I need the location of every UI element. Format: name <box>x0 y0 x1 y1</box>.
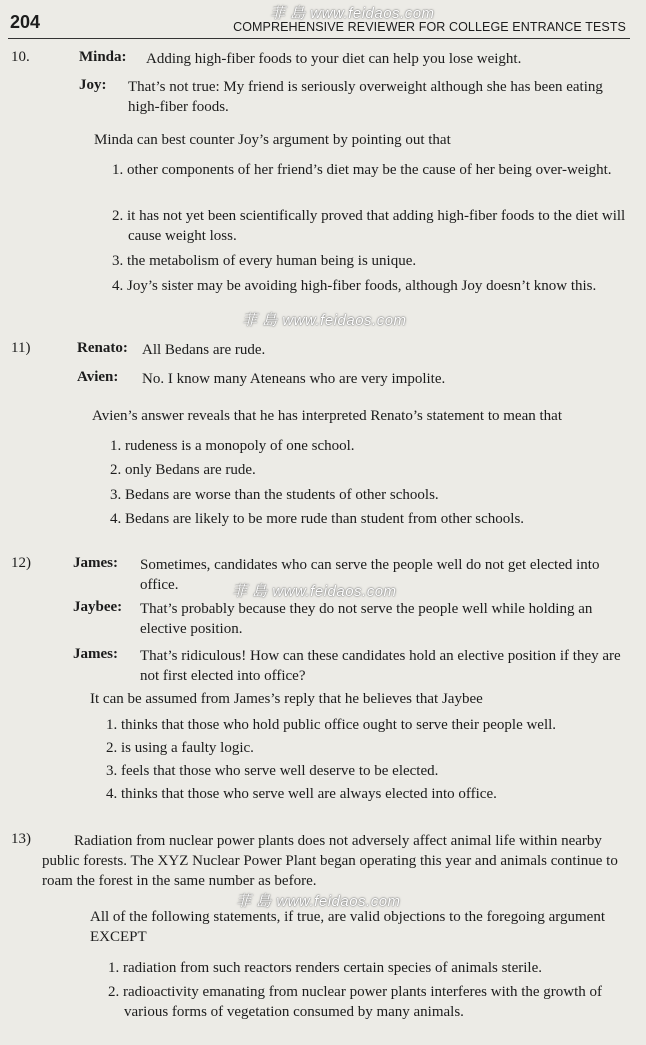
dialogue-line: Adding high-fiber foods to your diet can help you lose weight. <box>146 51 522 67</box>
question-prompt: It can be assumed from James’s reply that he believes that Jaybee <box>90 691 483 707</box>
speaker-label: Jaybee: <box>73 599 123 615</box>
argument-passage: Radiation from nuclear power plants does not adversely affect animal life within nearby public forests. The XYZ Nuclear Power Plant began operating this year and animals continue to roam the forest in the same number as before. <box>42 833 618 889</box>
watermark: 菲 島 www.feidaos.com <box>270 5 435 22</box>
answer-option: 4. Joy’s sister may be avoiding high-fiber foods, although Joy doesn’t know this. <box>112 278 597 294</box>
question-number: 10. <box>11 49 30 65</box>
answer-option: 1. thinks that those who hold public office ought to serve their people well. <box>106 717 557 733</box>
question-number: 12) <box>11 555 31 571</box>
question-number: 11) <box>11 340 31 356</box>
running-title: COMPREHENSIVE REVIEWER FOR COLLEGE ENTRANCE TESTS <box>233 20 626 34</box>
speaker-label: James: <box>73 646 118 662</box>
speaker-label: Renato: <box>77 340 128 356</box>
answer-option: 1. rudeness is a monopoly of one school. <box>110 438 355 454</box>
speaker-label: Minda: <box>79 49 127 65</box>
dialogue-line: That’s ridiculous! How can these candidates hold an elective position if they are not first elected into office? <box>140 648 621 684</box>
answer-option: 2. only Bedans are rude. <box>110 462 256 478</box>
question-prompt: Minda can best counter Joy’s argument by pointing out that <box>94 132 451 148</box>
answer-option: 4. Bedans are likely to be more rude than student from other schools. <box>110 511 525 527</box>
watermark: 菲 島 www.feidaos.com <box>236 893 401 910</box>
answer-option: 1. radiation from such reactors renders certain species of animals sterile. <box>108 960 542 976</box>
question-number: 13) <box>11 831 31 847</box>
answer-option: 2. it has not yet been scientifically proved that adding high-fiber foods to the diet will cause weight loss. <box>112 208 626 244</box>
speaker-label: James: <box>73 555 118 571</box>
watermark: 菲 島 www.feidaos.com <box>232 583 397 600</box>
dialogue-line: Sometimes, candidates who can serve the people well do not get elected into office. <box>140 557 600 593</box>
dialogue-line: No. I know many Ateneans who are very impolite. <box>142 371 446 387</box>
question-prompt: Avien’s answer reveals that he has interpreted Renato’s statement to mean that <box>92 408 562 424</box>
dialogue-line: All Bedans are rude. <box>142 342 266 358</box>
answer-option: 2. radioactivity emanating from nuclear power plants interferes with the growth of various forms of vegetation consumed by many animals. <box>108 984 603 1020</box>
dialogue-line: That’s probably because they do not serve the people well while holding an elective position. <box>140 601 593 637</box>
answer-option: 1. other components of her friend’s diet may be the cause of her being over-weight. <box>112 162 612 178</box>
speaker-label: Joy: <box>79 77 107 93</box>
answer-option: 3. Bedans are worse than the students of other schools. <box>110 487 439 503</box>
answer-option: 4. thinks that those who serve well are always elected into office. <box>106 786 497 802</box>
answer-option: 3. feels that those who serve well deserve to be elected. <box>106 763 439 779</box>
answer-option: 3. the metabolism of every human being is unique. <box>112 253 417 269</box>
page-number: 204 <box>10 12 41 32</box>
question-prompt: All of the following statements, if true, are valid objections to the foregoing argument EXCEPT <box>90 909 606 945</box>
answer-option: 2. is using a faulty logic. <box>106 740 254 756</box>
dialogue-line: That’s not true: My friend is seriously overweight although she has been eating high-fiber foods. <box>128 79 603 115</box>
speaker-label: Avien: <box>77 369 119 385</box>
header-rule <box>8 38 630 39</box>
watermark: 菲 島 www.feidaos.com <box>242 312 407 329</box>
